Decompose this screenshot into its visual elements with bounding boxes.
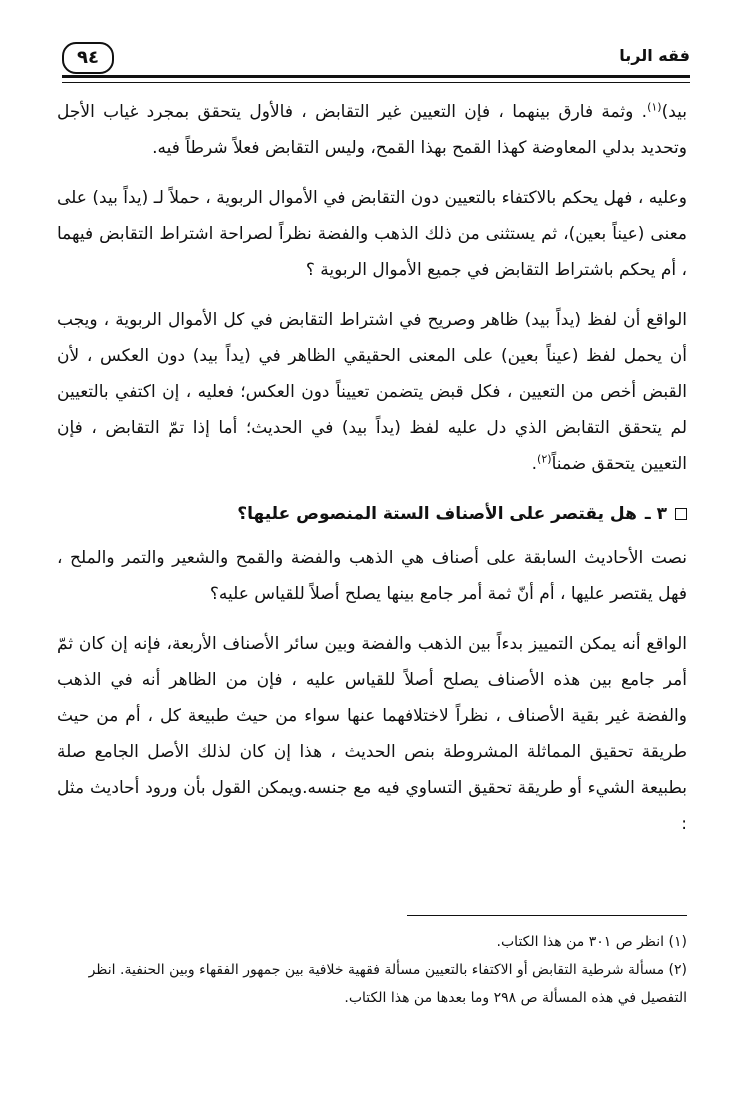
running-title: فقه الربا [619,46,690,65]
page-number: ٩٤ [62,42,114,74]
footnote-1 [57,928,687,956]
footnote-1-marker: (١) [668,934,687,950]
header-rule-thin [62,82,690,83]
paragraph-1 [57,94,687,166]
paragraph-3-end: . [531,454,538,474]
footnotes [57,928,687,1012]
section-title: هل يقتصر على الأصناف الستة المنصوص عليها؟ [237,504,637,524]
section-number: ٣ ـ [644,504,667,524]
paragraph-3-text: الواقع أن لفظ (يداً بيد) ظاهر وصريح في اشتراط التقابض في كل الأموال الربوية ، ويجب أن يحمل لفظ (عيناً بعين) على المعنى الحقيقي الظاهر في (يداً بيد) دون العكس ، لأن القبض أخص من التعيين ، فكل قبض يتضمن تعييناً دون العكس؛ فعليه ، إن اكتفي بالتعيين لم يتحقق التقابض الذي دل عليه لفظ (يداً بيد) في الحديث؛ أما إذا تمّ التقابض ، فإن التعيين يتحقق ضمناً [57,310,687,474]
footnote-ref-1: (١) [647,100,662,114]
footnote-divider [407,915,687,916]
footnote-2-text: مسألة شرطية التقابض أو الاكتفاء بالتعيين مسألة فقهية خلافية بين جمهور الفقهاء وبين الحنفية. انظر التفصيل في هذه المسألة ص ٢٩٨ وما بعدها من هذا الكتاب. [88,962,687,1006]
paragraph-3 [57,302,687,482]
page-header [62,38,690,78]
header-rule [62,75,690,78]
paragraph-4: نصت الأحاديث السابقة على أصناف هي الذهب والفضة والقمح والشعير والتمر والملح ، فهل يقتصر عليها ، أم أنّ ثمة أمر جامع بينها يصلح أصلاً للقياس عليه؟ [57,548,687,604]
section-heading [57,496,687,532]
footnote-ref-2: (٢) [537,452,552,466]
paragraph-5: الواقع أنه يمكن التمييز بدءاً بين الذهب والفضة وبين سائر الأصناف الأربعة، فإنه إن كان ثمّ أمر جامع بين هذه الأصناف يصلح أصلاً للقياس عليه ، فإن من الظاهر أنه في الذهب والفضة غير بقية الأصناف ، نظراً لاختلافهما عنها سواء من حيث طبيعة كل ، أم من حيث طريقة تحقيق المماثلة المشروطة بنص الحديث ، هذا إن كان لذلك الأصل الجامع صلة بطبيعة الشيء أو طريقة تحقيق التساوي فيه مع جنسه.ويمكن القول بأن ورود أحاديث مثل : [57,634,687,834]
square-bullet-icon [675,508,687,520]
paragraph-1-start: بيد) [661,102,687,122]
paragraph-2: وعليه ، فهل يحكم بالاكتفاء بالتعيين دون التقابض في الأموال الربوية ، حملاً لـ (يداً بيد) على معنى (عيناً بعين)، ثم يستثنى من ذلك الذهب والفضة نظراً لصراحة اشتراط التقابض فيهما ، أم يحكم باشتراط التقابض في جميع الأموال الربوية ؟ [57,188,687,280]
footnote-1-text: انظر ص ٣٠١ من هذا الكتاب. [496,934,665,950]
paragraph-1-rest: . وثمة فارق بينهما ، فإن التعيين غير التقابض ، فالأول يتحقق بمجرد غياب الأجل وتحديد بدلي المعاوضة كهذا القمح بهذا القمح، وليس التقابض فعلاً شرطاً فيه. [57,102,687,158]
footnote-2-marker: (٢) [668,962,687,978]
main-text [57,94,687,856]
footnote-2 [57,956,687,1012]
